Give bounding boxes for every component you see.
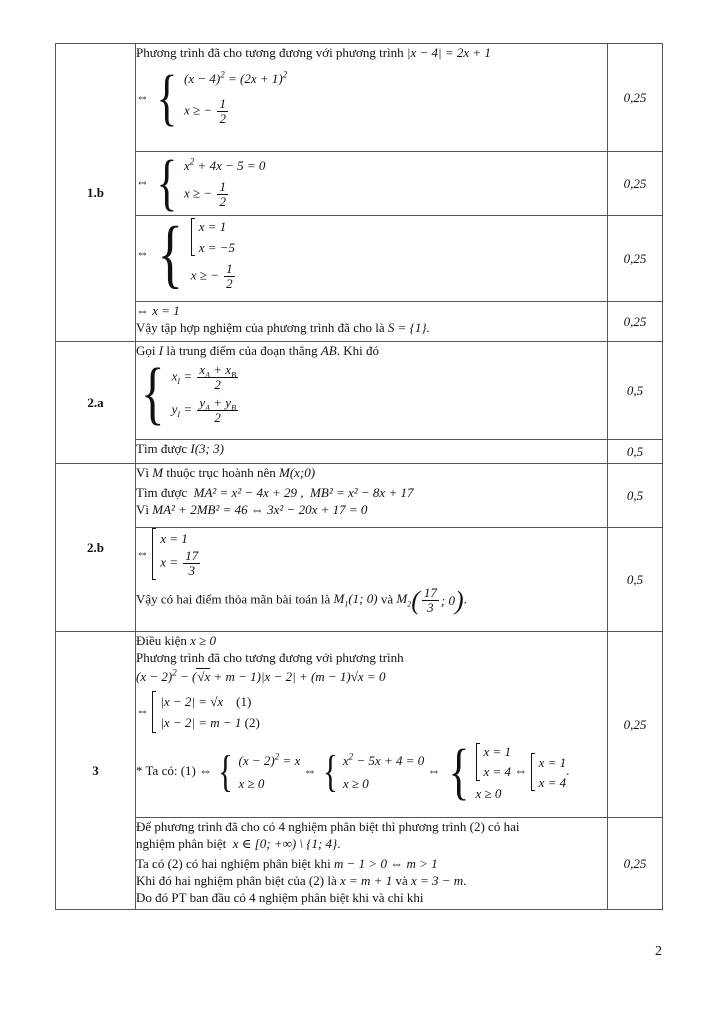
score: 0,25 — [608, 152, 663, 216]
equation: x = m + 1 — [339, 873, 393, 888]
system: ⇔ |x − 2| = √x (1) |x − 2| = m − 1 (2) — [136, 691, 607, 733]
text: Ta có (2) có hai nghiệm phân biệt khi — [136, 856, 331, 871]
equation: MB² = x² − 8x + 17 — [310, 485, 414, 500]
text: Để phương trình đã cho có 4 nghiệm phân biệt thì phương trình (2) có hai — [136, 819, 520, 834]
row-1b-part2 — [56, 152, 663, 216]
equation: S = {1}. — [387, 320, 430, 335]
row-2b-part2 — [56, 528, 663, 632]
variable: M — [152, 465, 164, 480]
text: Tìm được — [136, 441, 188, 456]
text: Vì — [136, 465, 149, 480]
score: 0,5 — [608, 528, 663, 632]
equation: x = 3 − m — [410, 873, 464, 888]
row-3-part1 — [56, 632, 663, 818]
equation: I(3; 3) — [190, 441, 224, 456]
text: và — [395, 873, 408, 888]
variable: AB — [320, 343, 337, 358]
answer-content: ⇔ x = 1 Vậy tập hợp nghiệm của phương trình đã cho là S = {1}. — [136, 302, 608, 342]
text: Phương trình đã cho tương đương với phương trình — [136, 45, 404, 60]
text: Vì — [136, 502, 149, 517]
score: 0,5 — [608, 342, 663, 440]
question-label: 2.a — [56, 342, 136, 464]
answer-content — [136, 212, 608, 302]
row-1b-part1 — [56, 44, 663, 152]
score: 0,25 — [608, 44, 663, 152]
row-3-part2 — [56, 818, 663, 910]
system: ⇔ { $x^2 + 4x - 5 = 0$ x ≥ − $\frac{1}{2}$ — [136, 149, 266, 217]
system: ⇔ { $(x - 4)^2 = (2x + 1)^2$ x ≥ − $\frac{1}{2}$ — [136, 64, 288, 132]
text: Vậy tập hợp nghiệm của phương trình đã cho là — [136, 320, 385, 335]
score: 0,5 — [608, 440, 663, 464]
equation: |x − 4| = 2x + 1 — [406, 45, 491, 60]
text: Do đó PT ban đầu có 4 nghiệm phân biệt khi và chỉ khi — [136, 890, 424, 905]
text: là trung điểm của đoạn thẳng — [166, 343, 318, 358]
score: 0,25 — [608, 216, 663, 302]
score: 0,25 — [608, 818, 663, 910]
row-2a-part2 — [56, 440, 663, 464]
score: 0,25 — [608, 632, 663, 818]
score: 0,25 — [608, 302, 663, 342]
answer-content: Điều kiện x ≥ 0 Phương trình đã cho tương đương với phương trình $(x - 2)^2 - (√x + m - 1)|x - 2| + (m - 1)√x = 0$ ⇔ |x − 2| = √x (1) |x − 2| = m − 1 (2) * Ta có: (1) ⇔ { $(x - 2)^2 = x$ x ≥ 0 ⇔ { $x^2 - 5x + 4 = 0$ x ≥ 0 ⇔ { x = 1 x = 4 x ≥ 0 ⇔ x = 1 x = 4 . — [136, 632, 608, 818]
equation: MA² + 2MB² = 46 ⇔ 3x² − 20x + 17 = 0 — [152, 502, 368, 517]
system: * Ta có: (1) ⇔ { $(x - 2)^2 = x$ x ≥ 0 ⇔ { $x^2 - 5x + 4 = 0$ x ≥ 0 ⇔ { x = 1 x = 4 x ≥ 0 ⇔ x = 1 x = 4 . — [136, 738, 570, 806]
equation: x ≥ 0 — [190, 633, 217, 648]
equation: x ∈ [0; +∞) \ {1; 4} — [232, 836, 338, 851]
question-label: 3 — [56, 632, 136, 910]
answer-content — [136, 440, 608, 464]
text: và — [380, 591, 394, 607]
text: Phương trình đã cho tương đương với phương trình — [136, 650, 404, 665]
answer-content — [136, 464, 608, 528]
text: * Ta có: — [136, 762, 178, 778]
text: Tìm được — [136, 485, 188, 500]
question-label: 2.b — [56, 464, 136, 632]
equation: M(x;0) — [278, 465, 316, 480]
system: ⇔ { x = 1 x = −5 x ≥ − $\frac{1}{2}$ — [136, 212, 236, 296]
text: Gọi — [136, 343, 156, 358]
text: Điều kiện — [136, 633, 187, 648]
text: nghiệm phân biệt — [136, 836, 227, 851]
text: . Khi đó — [336, 343, 379, 358]
score: 0,5 — [608, 464, 663, 528]
system: { $x_I$ = $\frac{x_A + x_B}{2}$ $y_I$ = $\frac{y_A + y_B}{2}$ — [141, 355, 236, 432]
answer-content — [136, 342, 608, 440]
answer-table — [55, 43, 663, 910]
page-number: 2 — [655, 944, 662, 959]
text: Khi đó hai nghiệm phân biệt của (2) là — [136, 873, 337, 888]
row-2a-part1 — [56, 342, 663, 440]
row-1b-part3 — [56, 216, 663, 302]
row-2b-part1 — [56, 464, 663, 528]
answer-content: ⇔ x = 1 x = $\frac{17}{3}$ Vậy có hai điểm thỏa mãn bài toán là $M_1(1$; 0) và $M_2$ ( $\frac{17}{3}$ ; 0 ) . — [136, 528, 608, 632]
answer-content — [136, 44, 608, 152]
variable: I — [158, 343, 164, 358]
answer-content — [136, 149, 608, 217]
row-1b-part4 — [56, 302, 663, 342]
system: ⇔ x = 1 x = $\frac{17}{3}$ — [136, 528, 607, 580]
question-label: 1.b — [56, 44, 136, 342]
text: Vậy có hai điểm thỏa mãn bài toán là — [136, 591, 331, 607]
equation: MA² = x² − 4x + 29 , — [193, 485, 304, 500]
answer-content: Để phương trình đã cho có 4 nghiệm phân biệt thì phương trình (2) có hai nghiệm phân biệt x ∈ [0; +∞) \ {1; 4}. Ta có (2) có hai nghiệm phân biệt khi m − 1 > 0 ⇔ m > 1 Khi đó hai nghiệm phân biệt của (2) là x = m + 1 và x = 3 − m. Do đó PT ban đầu có 4 nghiệm phân biệt khi và chỉ khi — [136, 818, 608, 910]
text: thuộc trục hoành nên — [166, 465, 276, 480]
equation: m − 1 > 0 ⇔ m > 1 — [334, 856, 438, 871]
